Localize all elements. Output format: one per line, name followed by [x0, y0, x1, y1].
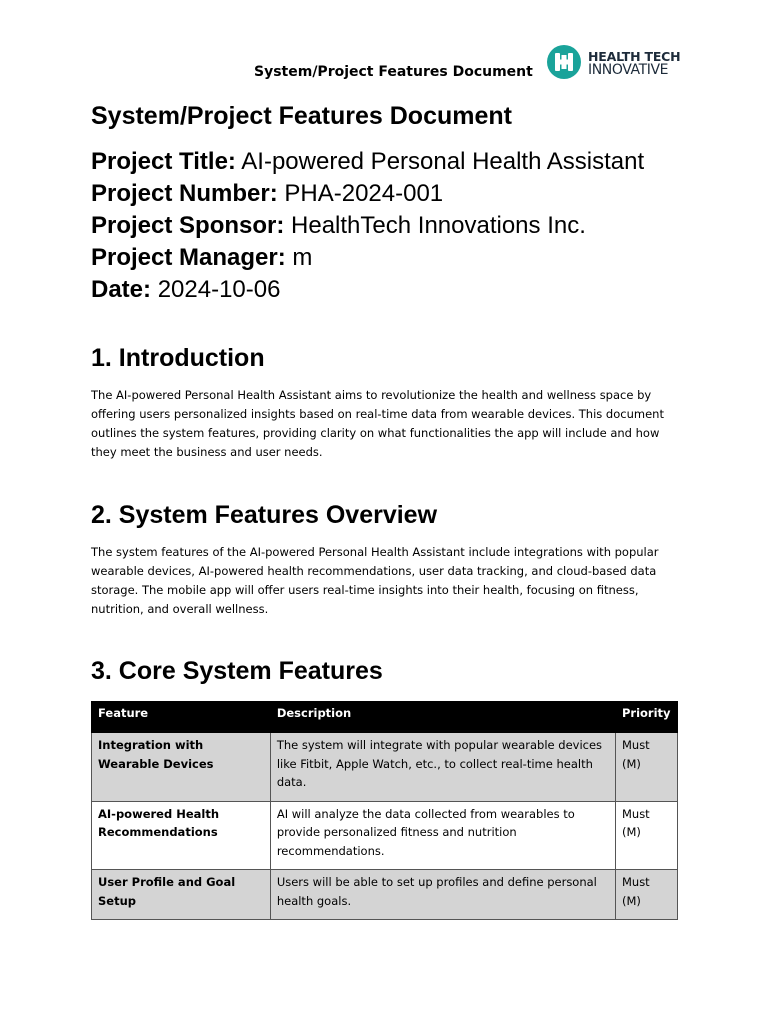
meta-label: Project Sponsor: [91, 212, 285, 239]
section-heading-introduction: 1. Introduction [91, 344, 265, 372]
logo-text-line1: HEALTH TECH [588, 49, 681, 64]
table-row [92, 870, 678, 920]
health-cross-icon [546, 44, 582, 80]
meta-label: Project Title: [91, 148, 236, 175]
description-cell: The system will integrate with popular wearable devices like Fitbit, Apple Watch, etc., to collect real-time health data. [270, 733, 615, 802]
meta-value: AI-powered Personal Health Assistant [241, 148, 645, 175]
meta-value: 2024-10-06 [157, 276, 281, 303]
feature-cell: AI-powered Health Recommendations [92, 801, 271, 870]
meta-project-manager [91, 242, 644, 274]
table-row [92, 801, 678, 870]
priority-cell: Must (M) [615, 733, 677, 802]
meta-value: PHA-2024-001 [284, 180, 444, 207]
column-header-feature: Feature [92, 702, 271, 733]
overview-paragraph: The system features of the AI-powered Personal Health Assistant include integrations with popular wearable devices, AI-powered health recommendations, user data tracking, and cloud-based data storage. The mobile app will offer users real-time insights into their health, focusing on fitness, nutrition, and overall wellness. [91, 545, 659, 616]
meta-project-sponsor [91, 210, 644, 242]
meta-date [91, 274, 644, 306]
meta-project-number [91, 178, 644, 210]
project-meta [91, 146, 644, 306]
column-header-priority: Priority [615, 702, 677, 733]
table-header-row [92, 702, 678, 733]
priority-cell: Must (M) [615, 801, 677, 870]
description-cell: Users will be able to set up profiles and define personal health goals. [270, 870, 615, 920]
section-heading-core-features: 3. Core System Features [91, 657, 383, 685]
meta-label: Project Manager: [91, 244, 286, 271]
column-header-description: Description [270, 702, 615, 733]
company-logo [546, 44, 686, 84]
meta-label: Project Number: [91, 180, 278, 207]
introduction-paragraph: The AI-powered Personal Health Assistant aims to revolutionize the health and wellness space by offering users personalized insights based on real-time data from wearable devices. This document outlines the system features, providing clarity on what functionalities the app will include and how they meet the business and user needs. [91, 388, 664, 459]
section-heading-overview: 2. System Features Overview [91, 501, 438, 529]
meta-value: HealthTech Innovations Inc. [291, 212, 586, 239]
meta-label: Date: [91, 276, 152, 303]
feature-cell: User Profile and Goal Setup [92, 870, 271, 920]
description-cell: AI will analyze the data collected from wearables to provide personalized fitness and nutrition recommendations. [270, 801, 615, 870]
meta-project-title [91, 146, 644, 178]
priority-cell: Must (M) [615, 870, 677, 920]
meta-value: m [292, 244, 313, 271]
table-row [92, 733, 678, 802]
feature-cell: Integration with Wearable Devices [92, 733, 271, 802]
document-heading: System/Project Features Document [91, 102, 512, 130]
page-header-title: System/Project Features Document [254, 64, 533, 80]
core-features-table [91, 701, 678, 920]
logo-text-line2: INNOVATIVE [588, 62, 669, 78]
